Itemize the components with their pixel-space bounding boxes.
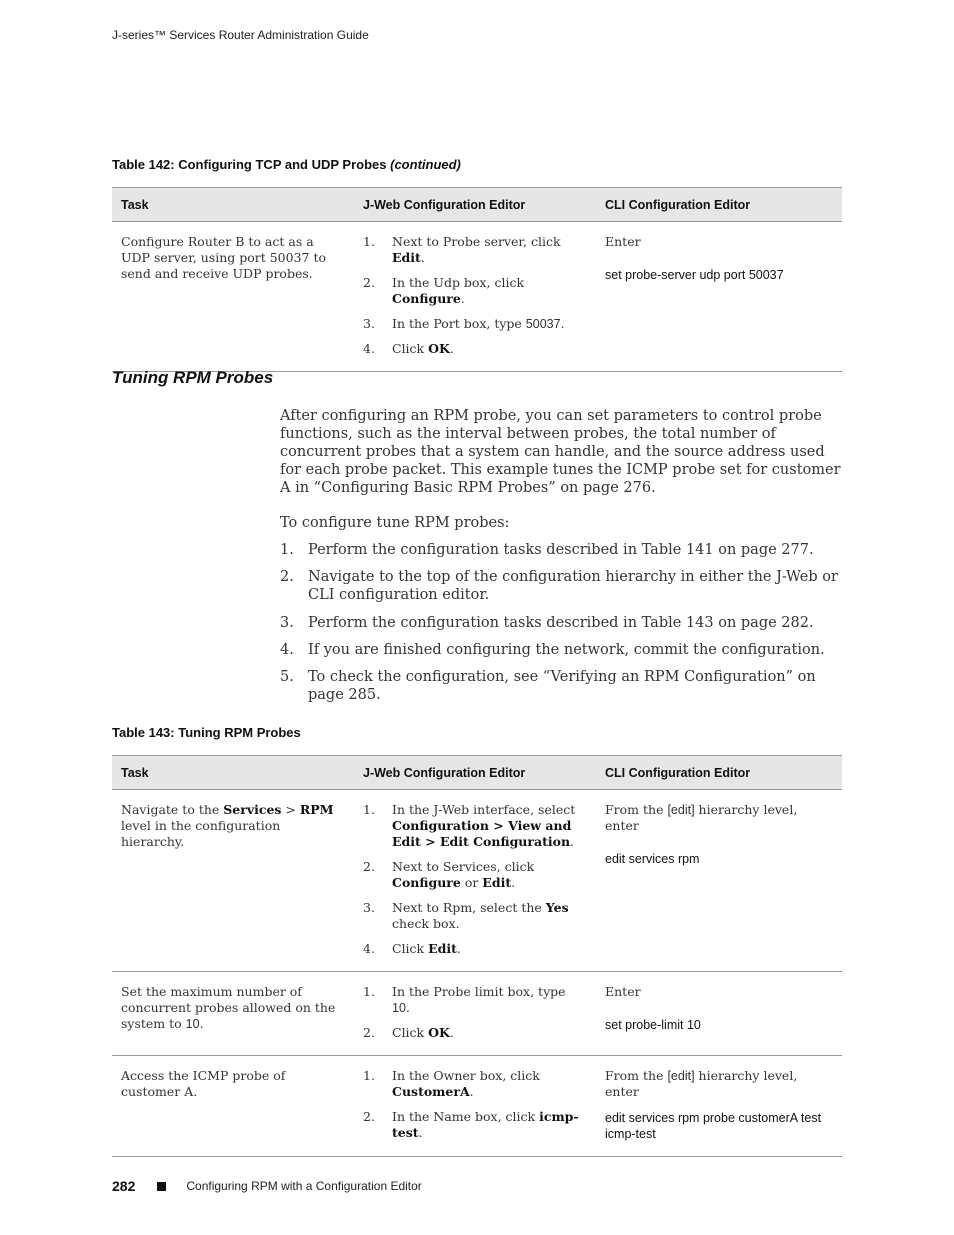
- procedure-step: 2. Navigate to the top of the configuration hierarchy in either the J-Web or CLI configuration editor.: [280, 569, 838, 603]
- jweb-steps: [363, 984, 587, 1041]
- running-header: J-series™ Services Router Administration Guide: [112, 28, 369, 42]
- column-header-cli: CLI Configuration Editor: [596, 188, 842, 222]
- section-title: Tuning RPM Probes: [112, 368, 274, 387]
- cli-command: set probe-server udp port 50037: [605, 268, 784, 282]
- table-143: [112, 755, 842, 1157]
- step-item: 3. Next to Rpm, select the Yes check box.: [363, 900, 569, 931]
- task-cell: Access the ICMP probe of customer A.: [112, 1056, 354, 1157]
- cli-instruction: From the [edit] hierarchy level, enter: [605, 802, 798, 833]
- cli-command: set probe-limit 10: [605, 1018, 701, 1032]
- jweb-steps: [363, 234, 587, 357]
- step-item: 1. In the J-Web interface, select Configuration > View and Edit > Edit Configuration.: [363, 802, 576, 849]
- task-cell: Navigate to the Services > RPM level in the configuration hierarchy.: [112, 790, 354, 972]
- table-142: [112, 187, 842, 372]
- cli-instruction: From the [edit] hierarchy level, enter: [605, 1068, 798, 1099]
- task-cell: Configure Router B to act as a UDP server, using port 50037 to send and receive UDP probes.: [112, 222, 354, 372]
- step-item: 1. In the Owner box, click CustomerA.: [363, 1068, 540, 1099]
- procedure-steps: [280, 541, 844, 704]
- column-header-jweb: J-Web Configuration Editor: [354, 756, 596, 790]
- step-item: 2. In the Name box, click icmp-test.: [363, 1109, 579, 1140]
- page-number: 282: [112, 1178, 136, 1194]
- step-item: 3. In the Port box, type 50037.: [363, 316, 565, 331]
- step-item: 4. Click OK.: [363, 341, 454, 356]
- table-row: [112, 790, 842, 972]
- page-footer: [112, 1178, 422, 1194]
- step-item: 1. In the Probe limit box, type 10.: [363, 984, 566, 1015]
- table-142-caption-text: Table 142: Configuring TCP and UDP Probes: [112, 157, 387, 172]
- cli-cell: [596, 790, 842, 972]
- task-cell: Set the maximum number of concurrent probes allowed on the system to 10.: [112, 972, 354, 1056]
- cli-cell: [596, 1056, 842, 1157]
- jweb-steps: [363, 802, 587, 957]
- cli-command: edit services rpm: [605, 852, 700, 866]
- table-row: [112, 972, 842, 1056]
- footer-title: Configuring RPM with a Configuration Editor: [186, 1179, 422, 1193]
- column-header-jweb: J-Web Configuration Editor: [354, 188, 596, 222]
- step-item: 1. Next to Probe server, click Edit.: [363, 234, 561, 265]
- step-item: 4. Click Edit.: [363, 941, 461, 956]
- table-row: [112, 1056, 842, 1157]
- step-item: 2. Click OK.: [363, 1025, 454, 1040]
- procedure-step: 3. Perform the configuration tasks described in Table 143 on page 282.: [280, 615, 814, 631]
- procedure-step: 5. To check the configuration, see “Verifying an RPM Configuration” on page 285.: [280, 669, 816, 703]
- table-143-caption: Table 143: Tuning RPM Probes: [112, 725, 301, 740]
- jweb-cell: [354, 972, 596, 1056]
- cli-instruction: Enter: [605, 984, 641, 999]
- cli-cell: [596, 222, 842, 372]
- cli-command: edit services rpm probe customerA test icmp-test: [605, 1111, 822, 1141]
- table-header-row: [112, 756, 842, 790]
- square-bullet-icon: [157, 1182, 166, 1191]
- column-header-cli: CLI Configuration Editor: [596, 756, 842, 790]
- procedure-intro: To configure tune RPM probes:: [280, 515, 510, 531]
- step-item: 2. In the Udp box, click Configure.: [363, 275, 525, 306]
- cli-instruction: Enter: [605, 234, 641, 249]
- jweb-cell: [354, 222, 596, 372]
- procedure-step: 4. If you are finished configuring the network, commit the configuration.: [280, 642, 825, 658]
- table-142-caption: [112, 157, 461, 172]
- table-row: [112, 222, 842, 372]
- step-item: 2. Next to Services, click Configure or Edit.: [363, 859, 535, 890]
- column-header-task: Task: [112, 756, 354, 790]
- jweb-steps: [363, 1068, 587, 1141]
- jweb-cell: [354, 1056, 596, 1157]
- cli-cell: [596, 972, 842, 1056]
- section-paragraph: After configuring an RPM probe, you can set parameters to control probe functions, such as the interval between probes, the total number of concurrent probes that a system can handle, and the source address used for each probe packet. This example tunes the ICMP probe set for customer A in “Configuring Basic RPM Probes” on page 276.: [280, 408, 841, 496]
- table-142-caption-suffix: (continued): [390, 157, 461, 172]
- table-header-row: [112, 188, 842, 222]
- procedure-step: 1. Perform the configuration tasks described in Table 141 on page 277.: [280, 542, 814, 558]
- column-header-task: Task: [112, 188, 354, 222]
- jweb-cell: [354, 790, 596, 972]
